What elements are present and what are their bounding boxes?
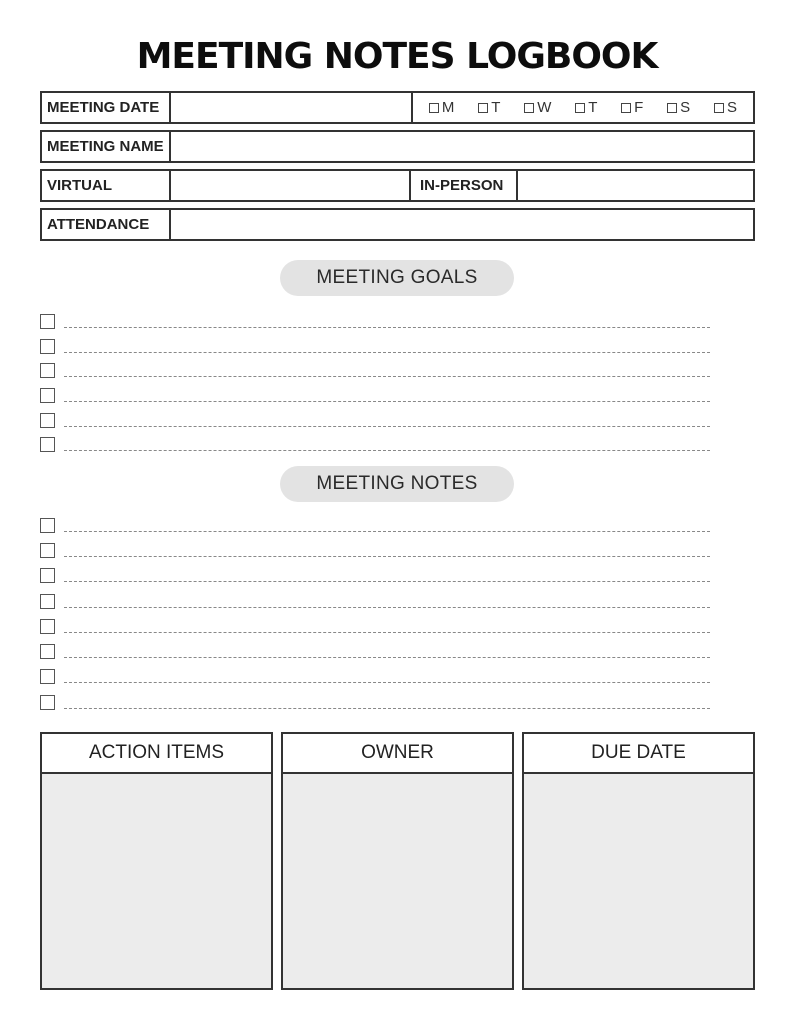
attendance-row: [40, 208, 755, 241]
note-line-item[interactable]: [40, 542, 710, 558]
day-tuesday[interactable]: [478, 99, 500, 116]
checkbox-icon[interactable]: [40, 568, 55, 583]
checkbox-icon: [524, 103, 534, 113]
dashed-line: [64, 426, 710, 427]
attendance-label: ATTENDANCE: [42, 210, 171, 239]
checkbox-icon: [575, 103, 585, 113]
note-line-item[interactable]: [40, 618, 710, 634]
checkbox-icon: [714, 103, 724, 113]
day-label: T: [491, 99, 501, 116]
day-friday[interactable]: [621, 99, 643, 116]
dashed-line: [64, 450, 710, 451]
checkbox-icon[interactable]: [40, 388, 55, 403]
day-label: M: [441, 99, 455, 116]
dashed-line: [64, 376, 710, 377]
meeting-date-label: MEETING DATE: [42, 93, 171, 122]
day-label: W: [537, 99, 552, 116]
action-items-column: [40, 732, 273, 990]
owner-header: OWNER: [283, 734, 512, 774]
action-items-header: ACTION ITEMS: [42, 734, 271, 774]
note-line-item[interactable]: [40, 694, 710, 710]
dashed-line: [64, 401, 710, 402]
meeting-notes-heading: MEETING NOTES: [280, 466, 514, 502]
dashed-line: [64, 632, 710, 633]
goal-line-item[interactable]: [40, 412, 710, 428]
note-line-item[interactable]: [40, 567, 710, 583]
owner-area[interactable]: [283, 774, 512, 988]
meeting-goals-heading: MEETING GOALS: [280, 260, 514, 296]
checkbox-icon[interactable]: [40, 363, 55, 378]
checkbox-icon[interactable]: [40, 695, 55, 710]
goal-line-item[interactable]: [40, 313, 710, 329]
checkbox-icon: [621, 103, 631, 113]
dashed-line: [64, 581, 710, 582]
due-date-header: DUE DATE: [524, 734, 753, 774]
note-line-item[interactable]: [40, 517, 710, 533]
day-label: F: [634, 99, 644, 116]
owner-column: [281, 732, 514, 990]
dashed-line: [64, 352, 710, 353]
virtual-field[interactable]: [171, 171, 411, 200]
checkbox-icon: [667, 103, 677, 113]
goal-line-item[interactable]: [40, 387, 710, 403]
note-line-item[interactable]: [40, 643, 710, 659]
in-person-label: IN-PERSON: [411, 171, 518, 200]
dashed-line: [64, 657, 710, 658]
checkbox-icon[interactable]: [40, 619, 55, 634]
virtual-label: VIRTUAL: [42, 171, 171, 200]
in-person-field[interactable]: [518, 171, 753, 200]
meeting-name-field[interactable]: [171, 132, 753, 161]
dashed-line: [64, 708, 710, 709]
dashed-line: [64, 531, 710, 532]
day-saturday[interactable]: [667, 99, 690, 116]
day-monday[interactable]: [429, 99, 455, 116]
day-wednesday[interactable]: [524, 99, 551, 116]
dashed-line: [64, 682, 710, 683]
attendance-field[interactable]: [171, 210, 753, 239]
day-sunday[interactable]: [714, 99, 737, 116]
dashed-line: [64, 607, 710, 608]
checkbox-icon[interactable]: [40, 339, 55, 354]
checkbox-icon[interactable]: [40, 437, 55, 452]
dashed-line: [64, 556, 710, 557]
goal-line-item[interactable]: [40, 362, 710, 378]
checkbox-icon[interactable]: [40, 669, 55, 684]
meeting-name-row: [40, 130, 755, 163]
meeting-format-row: [40, 169, 755, 202]
goal-line-item[interactable]: [40, 436, 710, 452]
checkbox-icon: [478, 103, 488, 113]
checkbox-icon[interactable]: [40, 314, 55, 329]
meeting-date-field[interactable]: [171, 93, 413, 122]
page-title: MEETING NOTES LOGBOOK: [136, 36, 658, 77]
note-line-item[interactable]: [40, 593, 710, 609]
dashed-line: [64, 327, 710, 328]
meeting-date-row: [40, 91, 755, 124]
action-items-area[interactable]: [42, 774, 271, 988]
day-label: S: [726, 99, 737, 116]
meeting-name-label: MEETING NAME: [42, 132, 171, 161]
checkbox-icon[interactable]: [40, 543, 55, 558]
checkbox-icon[interactable]: [40, 594, 55, 609]
due-date-column: [522, 732, 755, 990]
day-label: S: [680, 99, 691, 116]
checkbox-icon[interactable]: [40, 518, 55, 533]
note-line-item[interactable]: [40, 668, 710, 684]
checkbox-icon[interactable]: [40, 413, 55, 428]
day-label: T: [588, 99, 598, 116]
checkbox-icon[interactable]: [40, 644, 55, 659]
weekday-checkboxes: [413, 93, 753, 122]
due-date-area[interactable]: [524, 774, 753, 988]
day-thursday[interactable]: [575, 99, 597, 116]
goal-line-item[interactable]: [40, 338, 710, 354]
checkbox-icon: [429, 103, 439, 113]
